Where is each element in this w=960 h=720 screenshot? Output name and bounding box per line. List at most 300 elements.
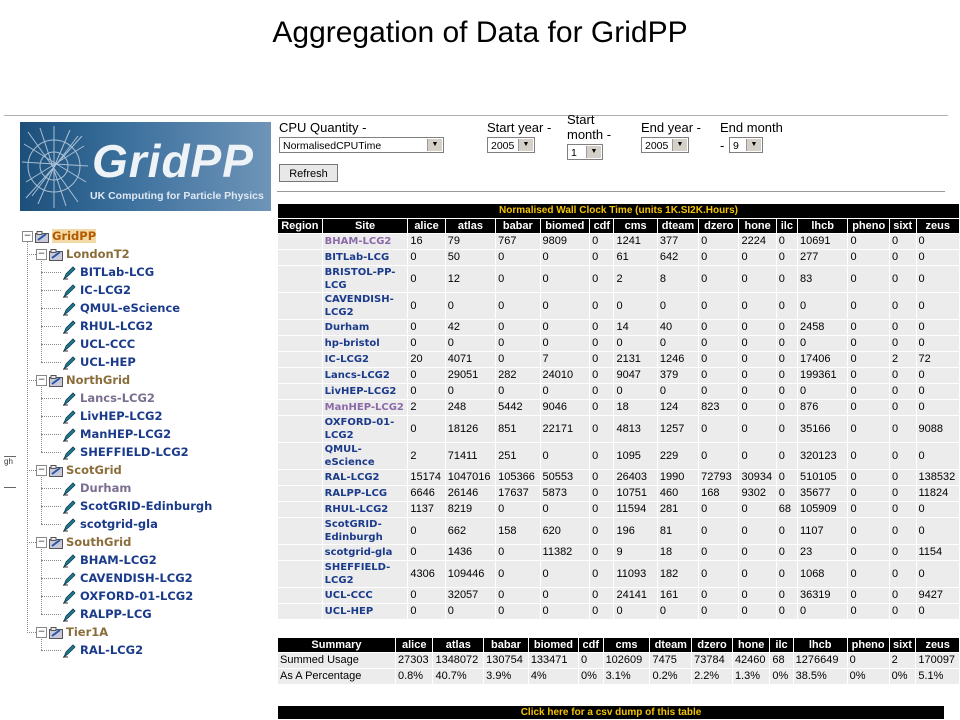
tree-connector — [41, 259, 42, 362]
region-cell — [278, 234, 322, 249]
column-header: lhcb — [794, 638, 847, 652]
table-cell: 0 — [408, 250, 444, 265]
table-cell: 1047016 — [446, 470, 495, 485]
table-cell: 29051 — [446, 368, 495, 383]
table-cell: 0 — [848, 293, 889, 319]
tree-connector — [41, 650, 61, 651]
tree-node-region[interactable] — [36, 462, 122, 478]
table-cell: 24010 — [541, 368, 590, 383]
table-cell: 0 — [777, 518, 797, 544]
refresh-button[interactable]: Refresh — [279, 164, 338, 182]
tree-node-site[interactable] — [62, 336, 135, 352]
table-cell: 2458 — [798, 320, 847, 335]
table-row — [278, 250, 959, 265]
table-cell: 0 — [777, 352, 797, 367]
tree-connector — [41, 560, 61, 561]
site-link[interactable]: BITLab-LCG — [323, 250, 408, 265]
table-cell: 0 — [496, 545, 539, 560]
tree-node-site[interactable] — [62, 498, 212, 514]
site-icon — [62, 590, 76, 604]
folder-icon — [49, 249, 63, 261]
table-cell: 196 — [614, 518, 656, 544]
site-link[interactable]: BHAM-LCG2 — [323, 234, 408, 249]
tree-connector — [27, 632, 36, 633]
table-cell: 0 — [408, 518, 444, 544]
collapse-icon[interactable]: − — [37, 465, 46, 475]
table-cell: 0 — [777, 320, 797, 335]
table-cell: 281 — [658, 502, 698, 517]
table-cell: 1137 — [408, 502, 444, 517]
table-cell: 0 — [590, 604, 613, 619]
column-header[interactable]: babar — [496, 219, 539, 233]
table-cell: 0 — [590, 384, 613, 399]
table-cell: 68 — [770, 653, 792, 668]
site-icon — [62, 392, 76, 406]
table-cell: 0 — [658, 293, 698, 319]
gridpp-logo — [20, 122, 271, 211]
table-cell: 282 — [496, 368, 539, 383]
table-cell: 0 — [699, 250, 738, 265]
table-cell: 0 — [496, 320, 539, 335]
region-cell — [278, 352, 322, 367]
table-cell: 0 — [496, 293, 539, 319]
site-link[interactable]: scotgrid-gla — [323, 545, 408, 560]
table-cell: 0 — [739, 588, 775, 603]
table-cell: 0 — [890, 250, 916, 265]
table-cell: 0 — [739, 250, 775, 265]
end-month-select[interactable]: 9 ▼ — [729, 137, 763, 153]
tree-node-site[interactable] — [62, 282, 131, 298]
table-cell: 0 — [614, 336, 656, 351]
table-cell: 0 — [699, 336, 738, 351]
table-cell: 0 — [590, 561, 613, 587]
tree-connector — [41, 308, 61, 309]
table-cell: 12 — [446, 266, 495, 292]
tree-node-region[interactable] — [36, 372, 130, 388]
tree-node-label: NorthGrid — [66, 373, 131, 387]
tree-connector — [41, 344, 61, 345]
table-cell: 0% — [579, 669, 603, 684]
site-link[interactable]: ScotGRID-Edinburgh — [323, 518, 408, 544]
table-cell: 9809 — [541, 234, 590, 249]
table-cell: 1436 — [446, 545, 495, 560]
table-cell: 11824 — [917, 486, 960, 501]
tree-connector — [41, 398, 61, 399]
table-caption: Normalised Wall Clock Time (units 1K.SI2K.Hours) — [278, 204, 959, 218]
table-cell: 11093 — [614, 561, 656, 587]
region-cell — [278, 250, 322, 265]
column-header: ilc — [770, 638, 792, 652]
column-header[interactable]: cms — [614, 219, 656, 233]
table-cell: 0 — [848, 266, 889, 292]
table-cell: 0 — [541, 561, 590, 587]
table-cell: 199361 — [798, 368, 847, 383]
table-cell: 17406 — [798, 352, 847, 367]
table-cell: 0 — [890, 400, 916, 415]
end-month-label: End month — [720, 120, 783, 135]
site-link[interactable]: SHEFFIELD-LCG2 — [323, 561, 408, 587]
site-link[interactable]: Durham — [323, 320, 408, 335]
column-header: atlas — [433, 638, 483, 652]
table-cell: 0 — [496, 502, 539, 517]
region-cell — [278, 368, 322, 383]
table-cell: 0.8% — [396, 669, 432, 684]
tree-node-site[interactable] — [62, 570, 193, 586]
tree-node-site[interactable] — [62, 516, 158, 532]
table-cell: 0 — [890, 320, 916, 335]
table-cell: 0 — [890, 336, 916, 351]
table-cell: 18126 — [446, 416, 495, 442]
table-row — [278, 368, 959, 383]
table-cell: 35166 — [798, 416, 847, 442]
tree-connector — [41, 416, 61, 417]
table-cell: 72793 — [699, 470, 738, 485]
table-cell: 50 — [446, 250, 495, 265]
table-cell: 0 — [848, 502, 889, 517]
table-cell: 2.2% — [692, 669, 732, 684]
region-cell — [278, 588, 322, 603]
site-icon — [62, 320, 76, 334]
table-cell: 0 — [739, 518, 775, 544]
site-link[interactable]: IC-LCG2 — [323, 352, 408, 367]
region-cell — [278, 486, 322, 501]
table-row — [278, 545, 959, 560]
csv-dump-link[interactable]: Click here for a csv dump of this table — [278, 706, 944, 719]
column-header[interactable]: dzero — [699, 219, 738, 233]
site-icon — [62, 410, 76, 424]
table-cell: 0 — [590, 400, 613, 415]
tree-connector — [41, 524, 61, 525]
column-header[interactable]: alice — [408, 219, 444, 233]
tree-connector — [27, 380, 36, 381]
table-cell: 379 — [658, 368, 698, 383]
tree-node-site[interactable] — [62, 642, 143, 658]
collapse-icon[interactable]: − — [37, 249, 46, 259]
table-cell: 0 — [408, 336, 444, 351]
table-cell: 460 — [658, 486, 698, 501]
table-cell: 0 — [890, 502, 916, 517]
table-cell: 0 — [890, 486, 916, 501]
table-cell: 0 — [848, 234, 889, 249]
table-cell: 0 — [590, 293, 613, 319]
table-cell: 0 — [579, 653, 603, 668]
table-cell: 0 — [848, 336, 889, 351]
table-cell: 0 — [739, 443, 775, 469]
table-cell: 0 — [890, 470, 916, 485]
table-cell: 0 — [848, 486, 889, 501]
tree-connector — [27, 241, 28, 633]
table-cell: 0 — [699, 234, 738, 249]
tree-node-site[interactable] — [62, 552, 157, 568]
table-cell: 642 — [658, 250, 698, 265]
table-cell: 0 — [848, 416, 889, 442]
table-cell: 4813 — [614, 416, 656, 442]
region-cell — [278, 336, 322, 351]
table-cell: 0 — [739, 416, 775, 442]
table-cell: 71411 — [446, 443, 495, 469]
table-cell: 0 — [614, 384, 656, 399]
tree-node-site[interactable] — [62, 408, 162, 424]
table-cell: 0 — [777, 336, 797, 351]
site-icon — [62, 446, 76, 460]
table-cell: 0 — [699, 352, 738, 367]
site-link[interactable]: UCL-CCC — [323, 588, 408, 603]
site-link[interactable]: QMUL-eScience — [323, 443, 408, 469]
table-cell: 20 — [408, 352, 444, 367]
table-row — [278, 588, 959, 603]
table-cell: 0 — [541, 604, 590, 619]
table-cell: 0 — [699, 545, 738, 560]
folder-icon — [49, 375, 63, 387]
table-cell: 377 — [658, 234, 698, 249]
table-cell: 170097 — [916, 653, 959, 668]
table-cell: 1107 — [798, 518, 847, 544]
table-cell: 0 — [848, 352, 889, 367]
table-cell: 0 — [541, 588, 590, 603]
site-link[interactable]: CAVENDISH-LCG2 — [323, 293, 408, 319]
table-cell: 0 — [890, 293, 916, 319]
cpu-quantity-select[interactable]: NormalisedCPUTime ▼ — [279, 137, 444, 153]
column-header[interactable]: ilc — [777, 219, 797, 233]
logo-subtitle: UK Computing for Particle Physics — [90, 190, 264, 202]
tree-node-site[interactable] — [62, 318, 153, 334]
table-cell: 5.1% — [916, 669, 959, 684]
table-cell: 0 — [917, 320, 960, 335]
column-header[interactable]: hone — [739, 219, 775, 233]
chevron-down-icon: ▼ — [586, 146, 601, 158]
column-header[interactable]: Site — [323, 219, 408, 233]
table-cell: 0 — [408, 604, 444, 619]
table-cell: 0 — [848, 545, 889, 560]
column-header[interactable]: sixt — [890, 219, 916, 233]
table-cell: 1276649 — [794, 653, 847, 668]
collapse-icon[interactable]: − — [37, 375, 46, 385]
table-cell: 0 — [446, 384, 495, 399]
table-cell: 0 — [541, 384, 590, 399]
tree-node-site[interactable] — [62, 606, 152, 622]
column-header[interactable]: biomed — [541, 219, 590, 233]
table-cell: 0 — [408, 320, 444, 335]
site-link[interactable]: Lancs-LCG2 — [323, 368, 408, 383]
site-link[interactable]: BRISTOL-PP-LCG — [323, 266, 408, 292]
table-cell: 0 — [777, 384, 797, 399]
column-header: biomed — [529, 638, 578, 652]
column-header: dzero — [692, 638, 732, 652]
table-cell: 2131 — [614, 352, 656, 367]
tree-node-label: ManHEP-LCG2 — [80, 427, 172, 441]
table-cell: 0 — [777, 234, 797, 249]
site-link[interactable]: RAL-LCG2 — [323, 470, 408, 485]
table-cell: 0 — [658, 384, 698, 399]
site-link[interactable]: hp-bristol — [323, 336, 408, 351]
table-row — [278, 502, 959, 517]
column-header: alice — [396, 638, 432, 652]
table-cell: 248 — [446, 400, 495, 415]
table-cell: 0 — [848, 368, 889, 383]
table-cell: 0 — [739, 266, 775, 292]
table-cell: 26403 — [614, 470, 656, 485]
site-icon — [62, 356, 76, 370]
table-cell: 1990 — [658, 470, 698, 485]
table-cell: 0 — [917, 250, 960, 265]
collapse-icon[interactable]: − — [37, 537, 46, 547]
chevron-down-icon: ▼ — [427, 139, 442, 151]
table-cell: 0 — [798, 384, 847, 399]
table-row — [278, 293, 959, 319]
table-cell: 0 — [890, 234, 916, 249]
site-link[interactable]: RHUL-LCG2 — [323, 502, 408, 517]
table-cell: 0 — [408, 416, 444, 442]
tree-node-label: RAL-LCG2 — [80, 643, 144, 657]
table-cell: 0 — [798, 293, 847, 319]
table-cell: 182 — [658, 561, 698, 587]
tree-node-site[interactable] — [62, 588, 193, 604]
column-header[interactable]: zeus — [917, 219, 960, 233]
column-header[interactable]: atlas — [446, 219, 495, 233]
collapse-icon[interactable]: − — [23, 231, 32, 241]
tree-node-site[interactable] — [62, 480, 131, 496]
site-icon — [62, 644, 76, 658]
site-link[interactable]: ManHEP-LCG2 — [323, 400, 408, 415]
tree-node-label: RALPP-LCG — [80, 607, 152, 621]
table-cell: 251 — [496, 443, 539, 469]
table-cell: 2 — [408, 400, 444, 415]
column-header[interactable]: pheno — [848, 219, 889, 233]
column-header[interactable]: dteam — [658, 219, 698, 233]
tree-node-region[interactable] — [36, 534, 131, 550]
table-cell: 7 — [541, 352, 590, 367]
table-cell: 1348072 — [433, 653, 483, 668]
table-cell: 0 — [777, 250, 797, 265]
table-cell: 18 — [658, 545, 698, 560]
table-cell: 0 — [890, 588, 916, 603]
table-cell: 0 — [541, 320, 590, 335]
region-cell — [278, 400, 322, 415]
table-cell: 0 — [699, 604, 738, 619]
tree-connector — [41, 326, 61, 327]
table-cell: 102609 — [604, 653, 650, 668]
tree-connector — [41, 547, 42, 614]
table-cell: 23 — [798, 545, 847, 560]
site-icon — [62, 608, 76, 622]
table-cell: 105909 — [798, 502, 847, 517]
site-link[interactable]: UCL-HEP — [323, 604, 408, 619]
table-cell: 0 — [408, 266, 444, 292]
tree-node-region[interactable] — [36, 624, 108, 640]
table-cell: 0 — [848, 443, 889, 469]
tree-node-label: OXFORD-01-LCG2 — [80, 589, 194, 603]
table-cell: 0 — [590, 250, 613, 265]
region-cell — [278, 293, 322, 319]
column-header: cms — [604, 638, 650, 652]
column-header[interactable]: Region — [278, 219, 322, 233]
tree-node-site[interactable] — [62, 354, 136, 370]
tree-node-site[interactable] — [62, 444, 189, 460]
table-cell: 138532 — [917, 470, 960, 485]
table-row — [278, 234, 959, 249]
tree-node-site[interactable] — [62, 426, 171, 442]
table-cell: 14 — [614, 320, 656, 335]
table-cell: 0 — [446, 293, 495, 319]
region-cell — [278, 266, 322, 292]
table-cell: 277 — [798, 250, 847, 265]
table-cell: 0 — [777, 486, 797, 501]
table-cell: 2224 — [739, 234, 775, 249]
table-cell: 168 — [699, 486, 738, 501]
edge-marker: gh — [4, 456, 16, 488]
divider — [4, 115, 948, 116]
table-cell: 5873 — [541, 486, 590, 501]
tree-node-region[interactable] — [36, 246, 130, 262]
table-cell: 17637 — [496, 486, 539, 501]
table-cell: 0 — [848, 320, 889, 335]
tree-connector — [41, 362, 61, 363]
table-cell: 9046 — [541, 400, 590, 415]
table-cell: 0 — [658, 604, 698, 619]
table-cell: 161 — [658, 588, 698, 603]
site-link[interactable]: LivHEP-LCG2 — [323, 384, 408, 399]
region-cell — [278, 470, 322, 485]
tree-connector — [41, 614, 61, 615]
site-link[interactable]: OXFORD-01-LCG2 — [323, 416, 408, 442]
table-row — [278, 384, 959, 399]
table-cell: 0 — [590, 368, 613, 383]
table-cell: 0 — [496, 250, 539, 265]
table-cell: 0 — [614, 604, 656, 619]
table-cell: 0 — [890, 443, 916, 469]
start-year-label: Start year - — [487, 120, 552, 135]
tree-node-site[interactable] — [62, 300, 180, 316]
end-year-select[interactable]: 2005 ▼ — [641, 137, 689, 153]
table-cell: 0 — [890, 604, 916, 619]
site-icon — [62, 518, 76, 532]
column-header[interactable]: lhcb — [798, 219, 847, 233]
table-cell: 61 — [614, 250, 656, 265]
table-cell: 0.2% — [650, 669, 691, 684]
table-cell: 4306 — [408, 561, 444, 587]
table-cell: 0 — [777, 293, 797, 319]
table-row — [278, 561, 959, 587]
table-cell: 0 — [496, 266, 539, 292]
site-link[interactable]: RALPP-LCG — [323, 486, 408, 501]
summary-label: As A Percentage — [278, 669, 395, 684]
site-icon — [62, 338, 76, 352]
tree-node-label: scotgrid-gla — [80, 517, 158, 531]
table-cell: 823 — [699, 400, 738, 415]
table-cell: 0 — [408, 588, 444, 603]
collapse-icon[interactable]: − — [37, 627, 46, 637]
table-cell: 0 — [890, 266, 916, 292]
start-month-select[interactable]: 1 ▼ — [567, 144, 603, 160]
column-header[interactable]: cdf — [590, 219, 613, 233]
tree-node-label: Tier1A — [66, 625, 109, 639]
tree-connector — [41, 272, 61, 273]
table-cell: 0 — [777, 545, 797, 560]
table-row — [278, 443, 959, 469]
tree-node-site[interactable] — [62, 390, 155, 406]
tree-node-site[interactable] — [62, 264, 154, 280]
table-cell: 40 — [658, 320, 698, 335]
tree-node-label: UCL-CCC — [80, 337, 136, 351]
table-cell: 50553 — [541, 470, 590, 485]
tree-node-root[interactable] — [22, 228, 96, 244]
table-cell: 0 — [408, 368, 444, 383]
tree-node-label: Lancs-LCG2 — [80, 391, 155, 405]
table-cell: 851 — [496, 416, 539, 442]
table-cell: 0 — [777, 588, 797, 603]
table-cell: 0 — [917, 384, 960, 399]
start-year-select[interactable]: 2005 ▼ — [487, 137, 535, 153]
